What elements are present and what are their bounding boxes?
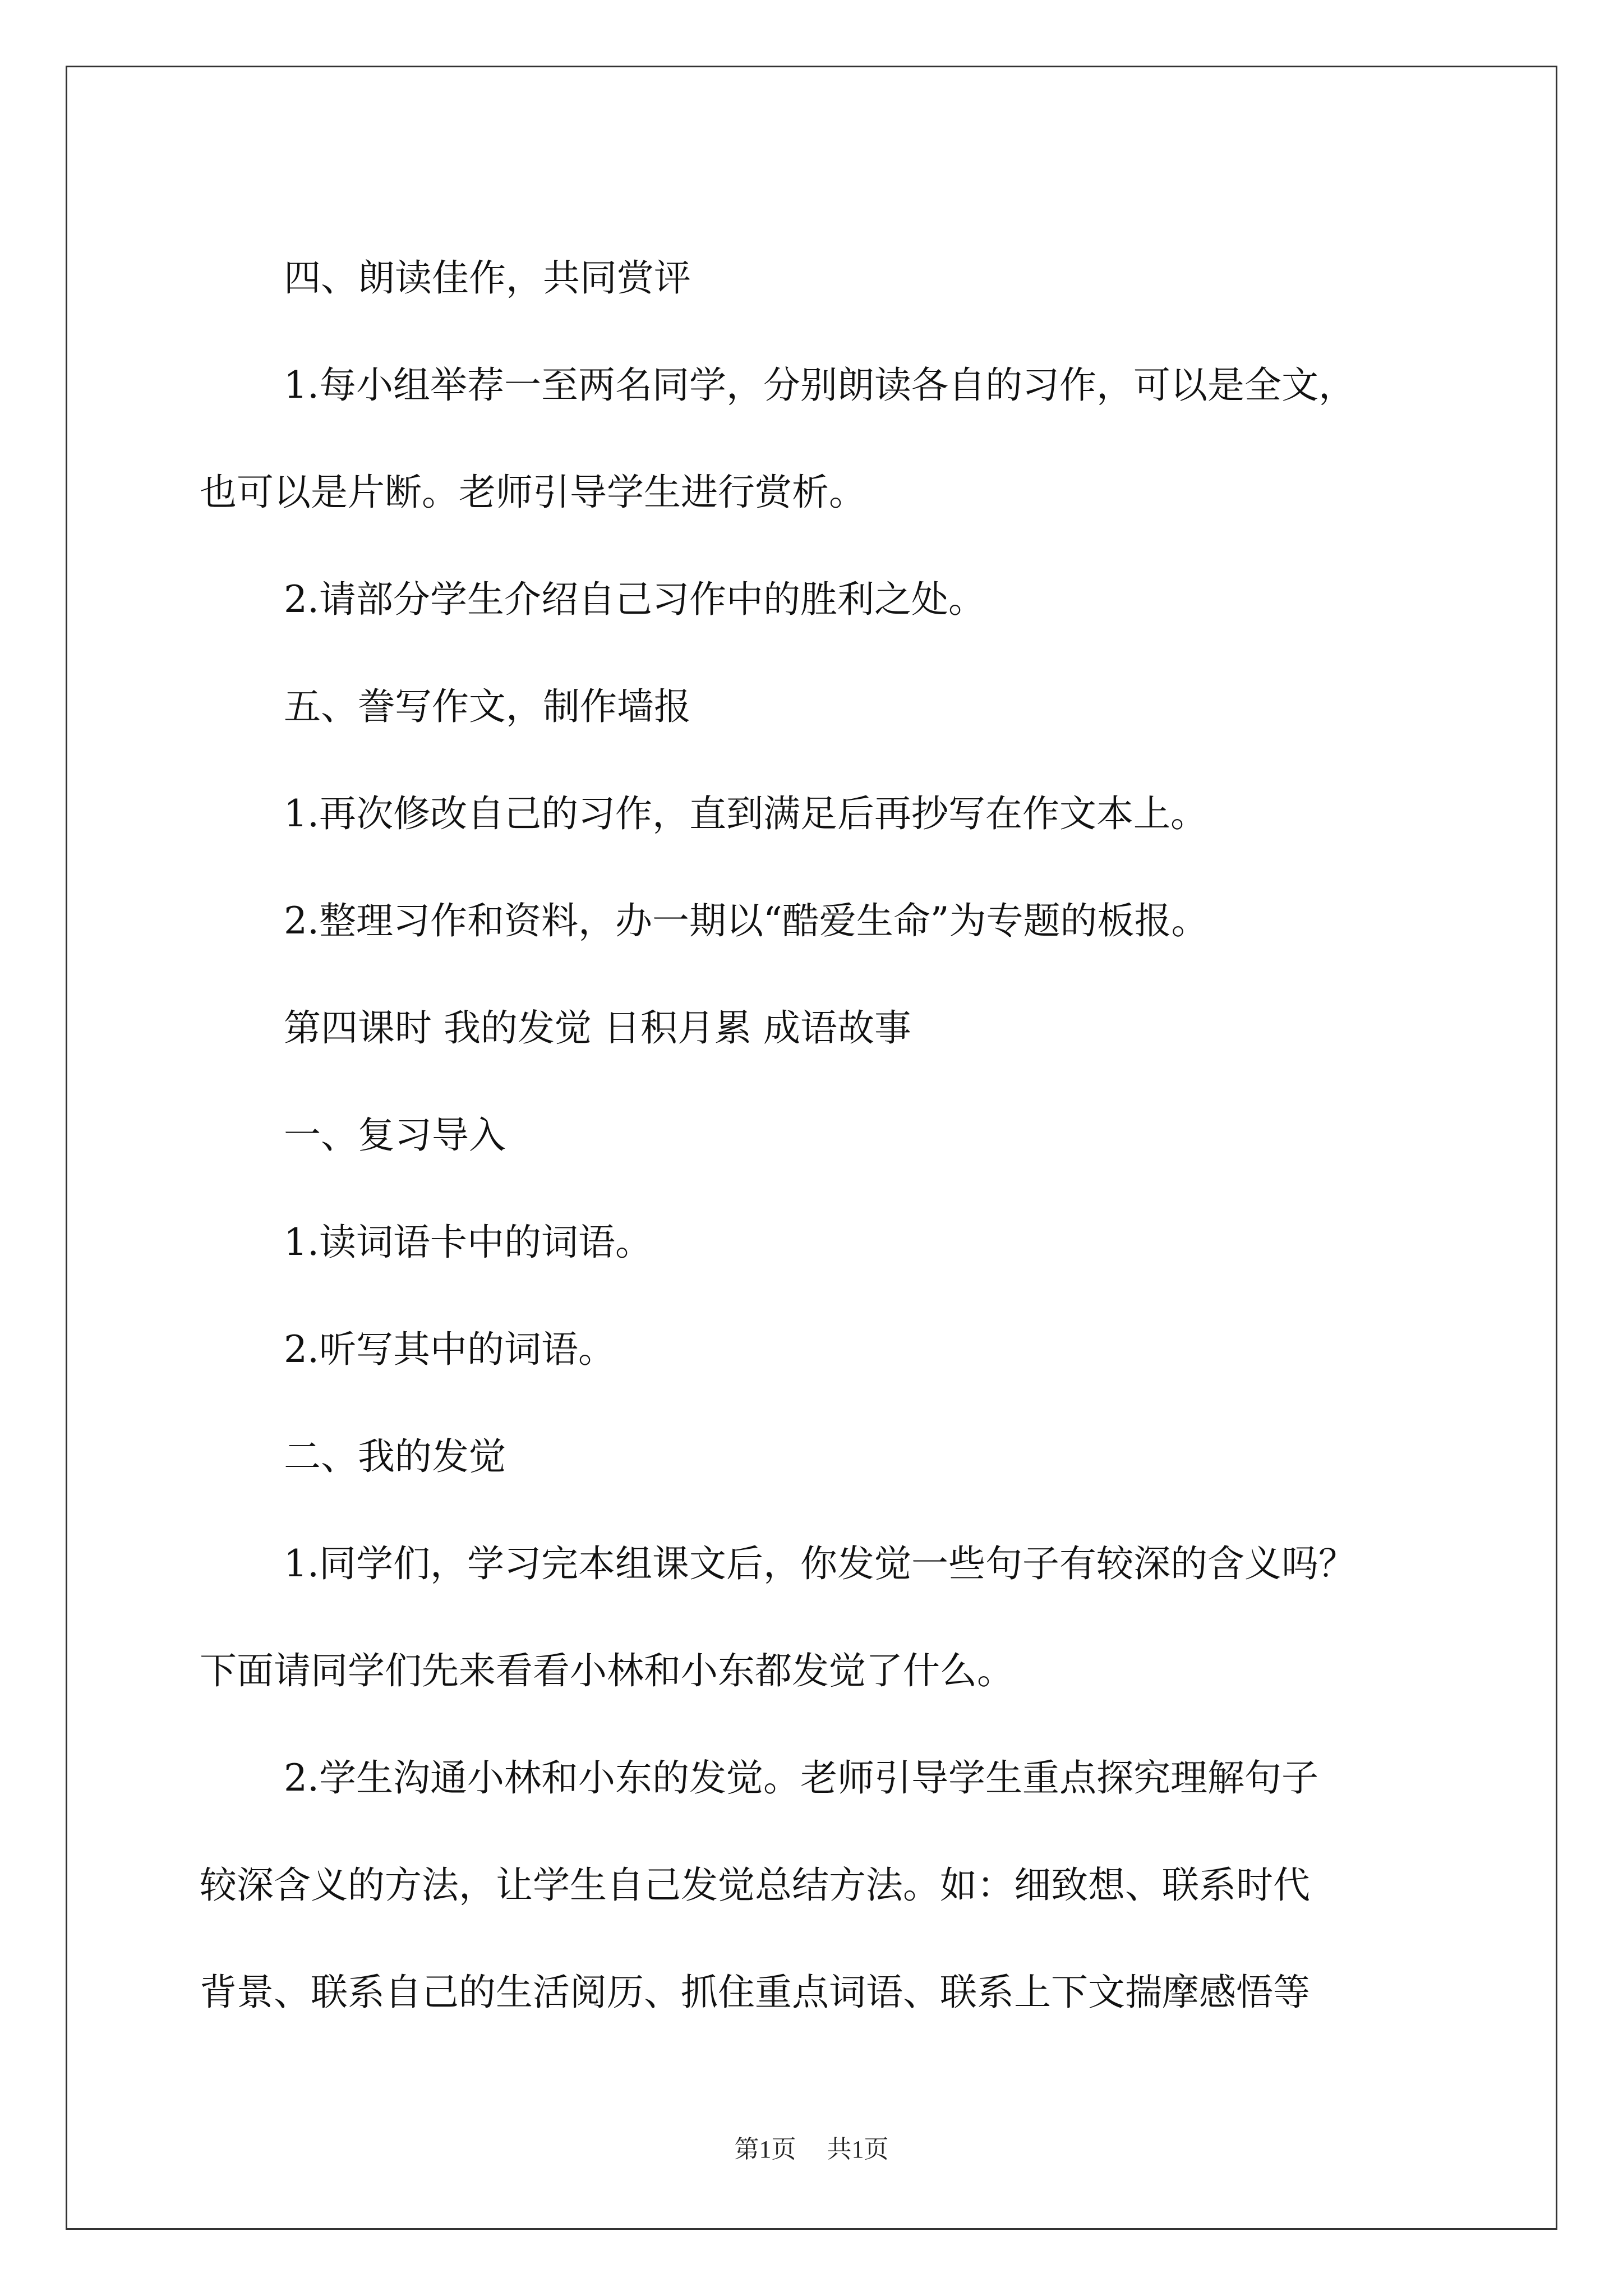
text-line: 2.请部分学生介绍自己习作中的胜利之处。 xyxy=(284,578,985,621)
paragraph xyxy=(200,1510,1461,1724)
text-line: 2.整理习作和资料，办一期以“酷爱生命”为专题的板报。 xyxy=(284,899,1209,942)
text-line: 2.听写其中的词语。 xyxy=(284,1328,615,1371)
text-line: 1.再次修改自己的习作，直到满足后再抄写在作文本上。 xyxy=(284,792,1207,835)
section-heading-4 xyxy=(200,224,1461,332)
section-heading-1 xyxy=(200,1082,1461,1189)
paragraph xyxy=(200,546,1461,653)
document-body xyxy=(200,224,1461,2046)
lesson-title xyxy=(200,974,1461,1082)
text-line: 也可以是片断。老师引导学生进行赏析。 xyxy=(200,471,866,514)
page-footer xyxy=(0,2129,1623,2165)
text-line: 下面请同学们先来看看小林和小东都发觉了什么。 xyxy=(200,1649,1014,1692)
text-line: 1.同学们，学习完本组课文后，你发觉一些句子有较深的含义吗？ xyxy=(284,1542,1355,1585)
text-line: 背景、联系自己的生活阅历、抓住重点词语、联系上下文揣摩感悟等 xyxy=(200,1971,1310,2014)
section-heading-5 xyxy=(200,653,1461,760)
section-heading-2 xyxy=(200,1403,1461,1510)
text-line: 1.读词语卡中的词语。 xyxy=(284,1221,652,1264)
paragraph xyxy=(200,867,1461,974)
paragraph xyxy=(200,1296,1461,1403)
text-line: 1.每小组举荐一至两名同学，分别朗读各自的习作，可以是全文， xyxy=(284,364,1355,407)
text-line: 第四课时 我的发觉 日积月累 成语故事 xyxy=(284,1006,911,1050)
paragraph xyxy=(200,1189,1461,1296)
paragraph xyxy=(200,760,1461,867)
text-line: 2.学生沟通小林和小东的发觉。老师引导学生重点探究理解句子 xyxy=(284,1756,1318,1800)
text-line: 一、复习导入 xyxy=(284,1114,506,1157)
text-line: 二、我的发觉 xyxy=(284,1435,506,1478)
page-total: 共1页 xyxy=(827,2136,889,2163)
paragraph xyxy=(200,1724,1461,2046)
paragraph xyxy=(200,332,1461,546)
page-number: 第1页 xyxy=(734,2136,796,2163)
text-line: 五、誊写作文，制作墙报 xyxy=(284,685,691,728)
text-line: 较深含义的方法，让学生自己发觉总结方法。如：细致想、联系时代 xyxy=(200,1864,1310,1907)
text-line: 四、朗读佳作，共同赏评 xyxy=(284,256,691,300)
